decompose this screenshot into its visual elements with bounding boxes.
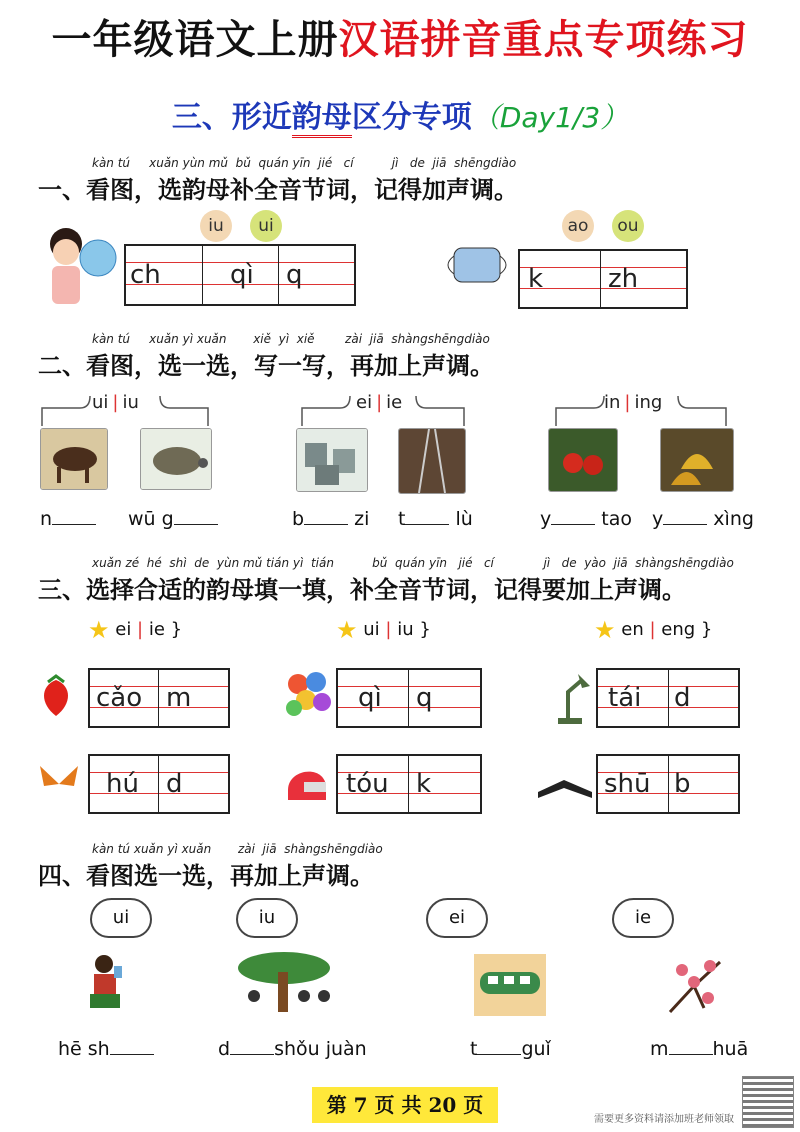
option-lotus: ie xyxy=(612,898,674,938)
tree-children-icon xyxy=(234,950,346,1016)
syllable-grid: shū b xyxy=(596,754,740,814)
railway-icon xyxy=(398,428,466,494)
footer-note: 需要更多资料请添加班老师领取 xyxy=(594,1114,734,1125)
section1-heading: 一、看图，选韵母补全音节词，记得加声调。 xyxy=(38,175,518,204)
section4-heading: 四、看图选一选，再加上声调。 xyxy=(38,861,374,890)
option-bubble: ui xyxy=(250,210,282,242)
train-icon xyxy=(474,954,546,1016)
syllable-grid: tóu k xyxy=(336,754,482,814)
star-icon: ★ xyxy=(594,616,616,644)
option-bubble: ou xyxy=(612,210,644,242)
option-group: ★ ui | iu } xyxy=(336,616,431,644)
helmet-icon xyxy=(284,760,330,806)
turtle-icon xyxy=(140,428,212,490)
syllable-grid: hú d xyxy=(88,754,230,814)
option-group: ★ en | eng } xyxy=(594,616,713,644)
syllable-grid: ch qì q xyxy=(124,244,356,306)
butterfly-icon xyxy=(36,760,82,808)
section4-pinyin: kàn tú xuǎn yì xuǎn zài jiā shàngshēngdiào xyxy=(92,842,383,856)
qr-code-icon xyxy=(742,1076,794,1128)
page-number: 第 7 页 共 20 页 xyxy=(312,1087,498,1123)
option-lotus: ui xyxy=(90,898,152,938)
strawberry-icon xyxy=(38,674,74,718)
option-bracket: ui | iu xyxy=(92,392,139,413)
open-book-icon xyxy=(536,774,594,802)
option-bubble: iu xyxy=(200,210,232,242)
option-bubble: ao xyxy=(562,210,594,242)
page-subtitle: 三、形近韵母区分专项（Day1/3） xyxy=(0,92,800,136)
section2-heading: 二、看图，选一选，写一写，再加上声调。 xyxy=(38,351,494,380)
face-mask-icon xyxy=(440,240,514,290)
syllable-grid: qì q xyxy=(336,668,482,728)
page-title: 一年级语文上册汉语拼音重点专项练习 xyxy=(51,16,749,63)
balloons-icon xyxy=(284,668,332,724)
option-group: ★ ei | ie } xyxy=(88,616,183,644)
option-bracket: in | ing xyxy=(604,392,663,413)
option-lotus: ei xyxy=(426,898,488,938)
section3-pinyin: xuǎn zé hé shì de yùn mǔ tián yì tián bǔ quán yīn jié cí jì de yào jiā shàngshēngdiào xyxy=(92,556,734,570)
cups-icon xyxy=(296,428,368,492)
syllable-grid: tái d xyxy=(596,668,740,728)
star-icon: ★ xyxy=(336,616,358,644)
syllable-grid: k zh xyxy=(518,249,688,309)
section3-heading: 三、选择合适的韵母填一填，补全音节词，记得要加上声调。 xyxy=(38,575,686,604)
star-icon: ★ xyxy=(88,616,110,644)
cow-icon xyxy=(40,428,108,490)
boy-drinking-icon xyxy=(82,950,132,1016)
option-lotus: iu xyxy=(236,898,298,938)
ginkgo-leaves-icon xyxy=(660,428,734,492)
option-bracket: ei | ie xyxy=(356,392,403,413)
desk-lamp-icon xyxy=(556,672,592,726)
plum-blossom-icon xyxy=(664,952,726,1016)
section2-pinyin: kàn tú xuǎn yì xuǎn xiě yì xiě zài jiā shàngshēngdiào xyxy=(92,332,490,346)
syllable-grid: cǎo m xyxy=(88,668,230,728)
cherries-icon xyxy=(548,428,618,492)
section1-pinyin: kàn tú xuǎn yùn mǔ bǔ quán yīn jié cí jì de jiā shēngdiào xyxy=(92,156,517,170)
girl-blowing-balloon-icon xyxy=(36,222,120,308)
